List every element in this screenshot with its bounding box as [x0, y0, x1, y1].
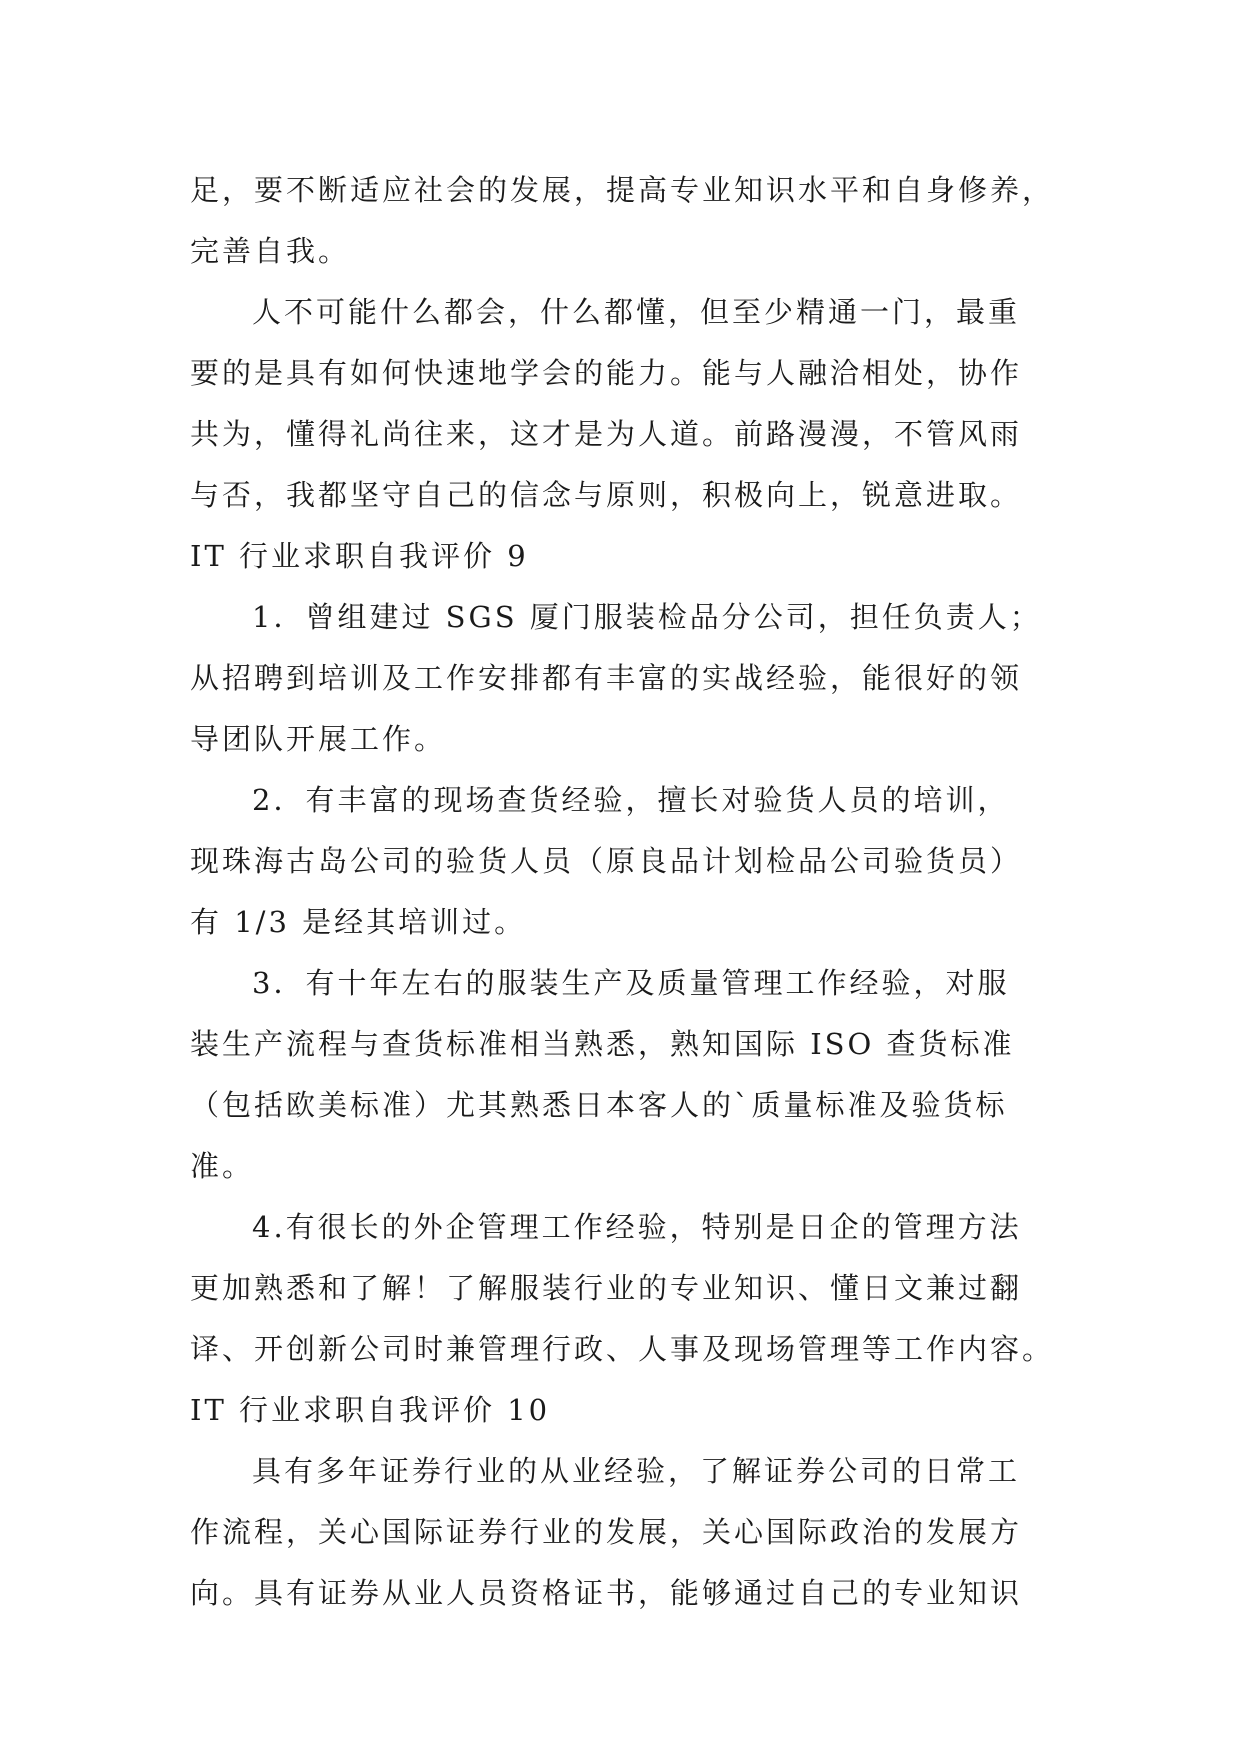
section-heading-9: IT 行业求职自我评价 9	[190, 539, 529, 573]
document-body	[190, 160, 1060, 1624]
section-heading-10: IT 行业求职自我评价 10	[190, 1393, 551, 1427]
text-line: 完善自我。	[190, 234, 351, 268]
paragraph-start-line: 具有多年证券行业的从业经验，了解证券公司的日常工	[252, 1454, 1021, 1488]
text-line: 足，要不断适应社会的发展，提高专业知识水平和自身修养，	[190, 173, 1055, 207]
text-line: 要的是具有如何快速地学会的能力。能与人融洽相处，协作	[190, 356, 1023, 390]
text-line: 现珠海古岛公司的验货人员（原良品计划检品公司验货员）	[190, 844, 1023, 878]
text-line: 装生产流程与查货标准相当熟悉，熟知国际 ISO 查货标准	[190, 1027, 1015, 1061]
text-line: 有 1/3 是经其培训过。	[190, 905, 527, 939]
text-line: 译、开创新公司时兼管理行政、人事及现场管理等工作内容。	[190, 1332, 1055, 1366]
text-line: 向。具有证券从业人员资格证书，能够通过自己的专业知识	[190, 1576, 1023, 1610]
text-line: 更加熟悉和了解！了解服装行业的专业知识、懂日文兼过翻	[190, 1271, 1023, 1305]
text-line: （包括欧美标准）尤其熟悉日本客人的`质量标准及验货标	[190, 1088, 1008, 1122]
paragraph-start-line: 人不可能什么都会，什么都懂，但至少精通一门，最重	[252, 295, 1021, 329]
list-item-4-start: 4.有很长的外企管理工作经验，特别是日企的管理方法	[252, 1210, 1022, 1244]
text-line: 共为，懂得礼尚往来，这才是为人道。前路漫漫，不管风雨	[190, 417, 1023, 451]
list-item-1-start: 1．曾组建过 SGS 厦门服装检品分公司，担任负责人；	[252, 600, 1042, 634]
text-line: 准。	[190, 1149, 255, 1183]
text-line: 从招聘到培训及工作安排都有丰富的实战经验，能很好的领	[190, 661, 1023, 695]
list-item-2-start: 2．有丰富的现场查货经验，擅长对验货人员的培训，	[252, 783, 1010, 817]
list-item-3-start: 3．有十年左右的服装生产及质量管理工作经验，对服	[252, 966, 1010, 1000]
text-line: 导团队开展工作。	[190, 722, 447, 756]
text-line: 与否，我都坚守自己的信念与原则，积极向上，锐意进取。	[190, 478, 1023, 512]
text-line: 作流程，关心国际证券行业的发展，关心国际政治的发展方	[190, 1515, 1023, 1549]
